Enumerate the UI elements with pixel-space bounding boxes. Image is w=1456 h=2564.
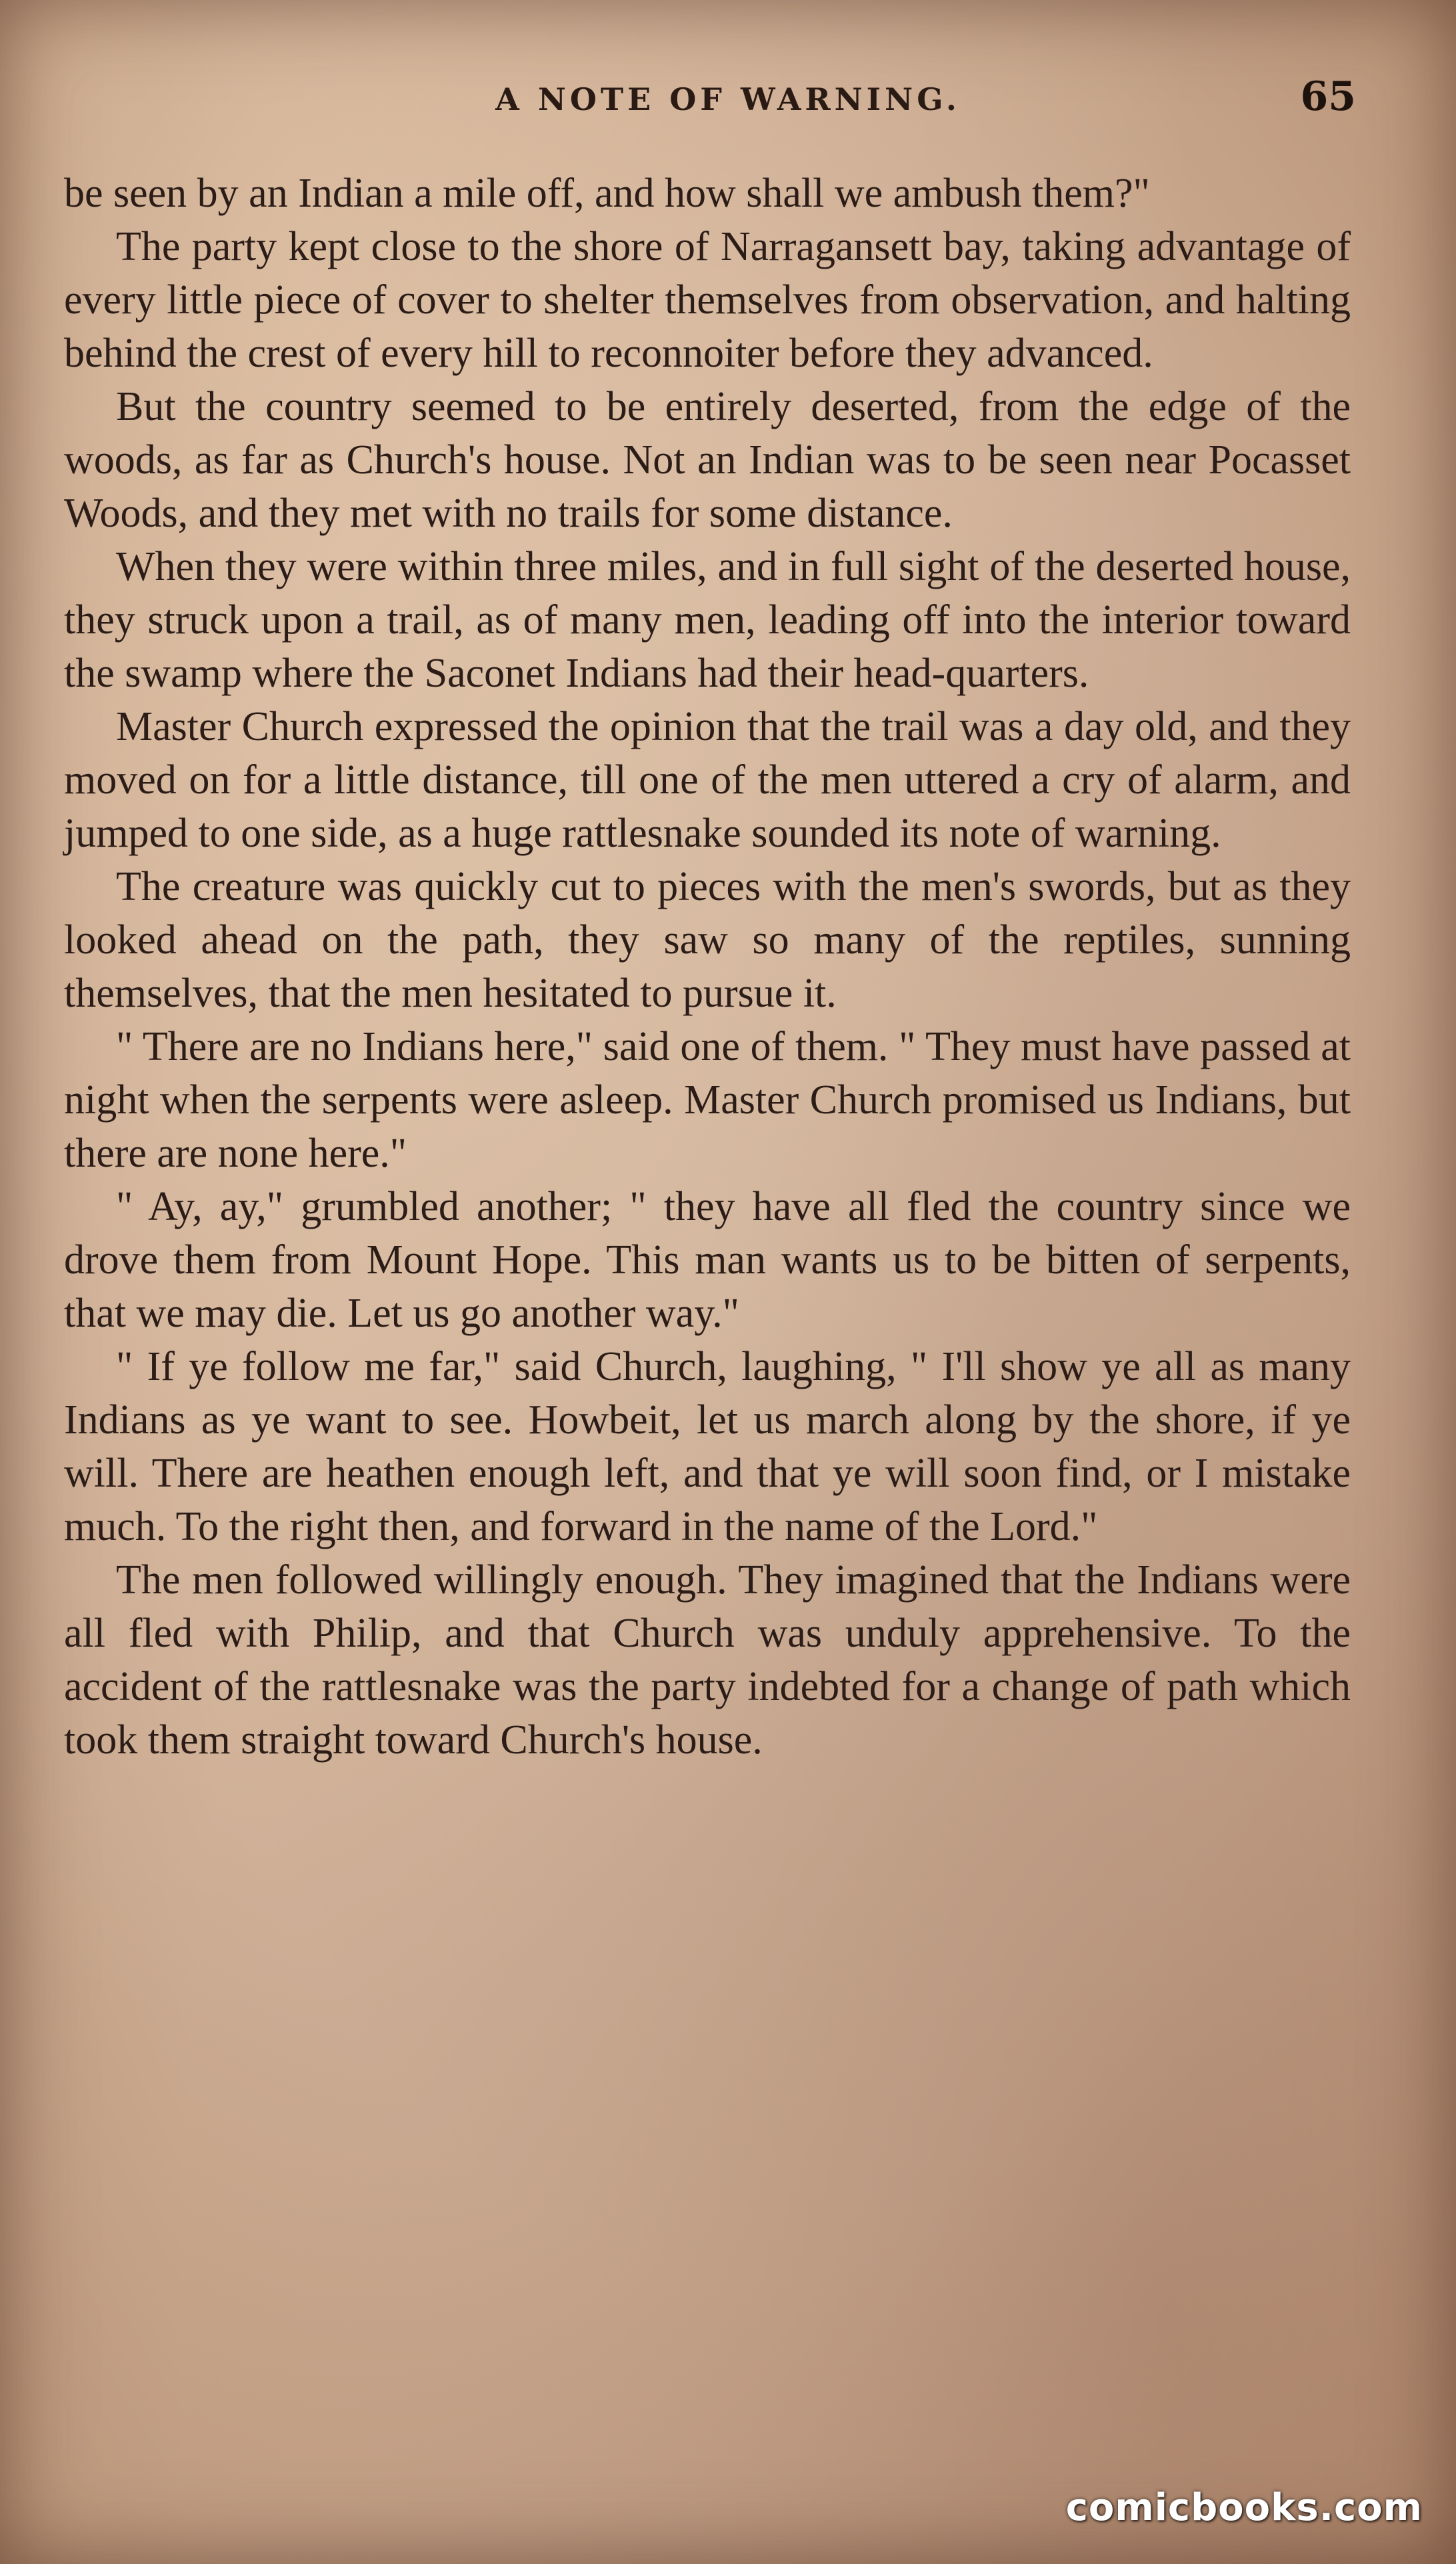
paragraph: " There are no Indians here," said one of them. " They must have passed at night when the serpents were asleep. Master Church promised us Indians, but there are none here." <box>64 1024 1351 1176</box>
paragraph: " If ye follow me far," said Church, laughing, " I'll show ye all as many Indians as ye want to see. Howbeit, let us march along by the shore, if ye will. There are heathen enough left, and that ye will soon find, or I mistake much. To the right then, and forward in the name of the Lord." <box>64 1344 1351 1549</box>
running-title: A NOTE OF WARNING. <box>495 81 961 117</box>
page-number: 65 <box>1300 73 1356 120</box>
paragraph: The party kept close to the shore of Narragansett bay, taking advantage of every little piece of cover to shelter themselves from observation, and halting behind the crest of every hill to reconnoiter before they advanced. <box>64 224 1351 376</box>
body-text <box>64 167 1351 1767</box>
watermark-text: comicbooks.com <box>1065 2486 1423 2529</box>
paragraph: The creature was quickly cut to pieces with the men's swords, but as they looked ahead on the path, they saw so many of the reptiles, sunning themselves, that the men hesitated to pursue it. <box>64 864 1351 1016</box>
paragraph-continued: be seen by an Indian a mile off, and how shall we ambush them?" <box>64 171 1150 216</box>
paragraph: But the country seemed to be entirely deserted, from the edge of the woods, as far as Church's house. Not an Indian was to be seen near Pocasset Woods, and they met with no trails for some distance. <box>64 384 1351 536</box>
paragraph: Master Church expressed the opinion that the trail was a day old, and they moved on for a little distance, till one of the men uttered a cry of alarm, and jumped to one side, as a huge rattlesnake sounded its note of warning. <box>64 704 1351 856</box>
paragraph: The men followed willingly enough. They imagined that the Indians were all fled with Philip, and that Church was unduly apprehensive. To the accident of the rattlesnake was the party indebted for a change of path which took them straight toward Church's house. <box>64 1557 1351 1763</box>
page-header <box>0 73 1456 147</box>
paragraph: " Ay, ay," grumbled another; " they have all fled the country since we drove them from Mount Hope. This man wants us to be bitten of serpents, that we may die. Let us go another way." <box>64 1184 1351 1336</box>
paragraph: When they were within three miles, and in full sight of the deserted house, they struck upon a trail, as of many men, leading off into the interior toward the swamp where the Saconet Indians had their head-quarters. <box>64 544 1351 696</box>
